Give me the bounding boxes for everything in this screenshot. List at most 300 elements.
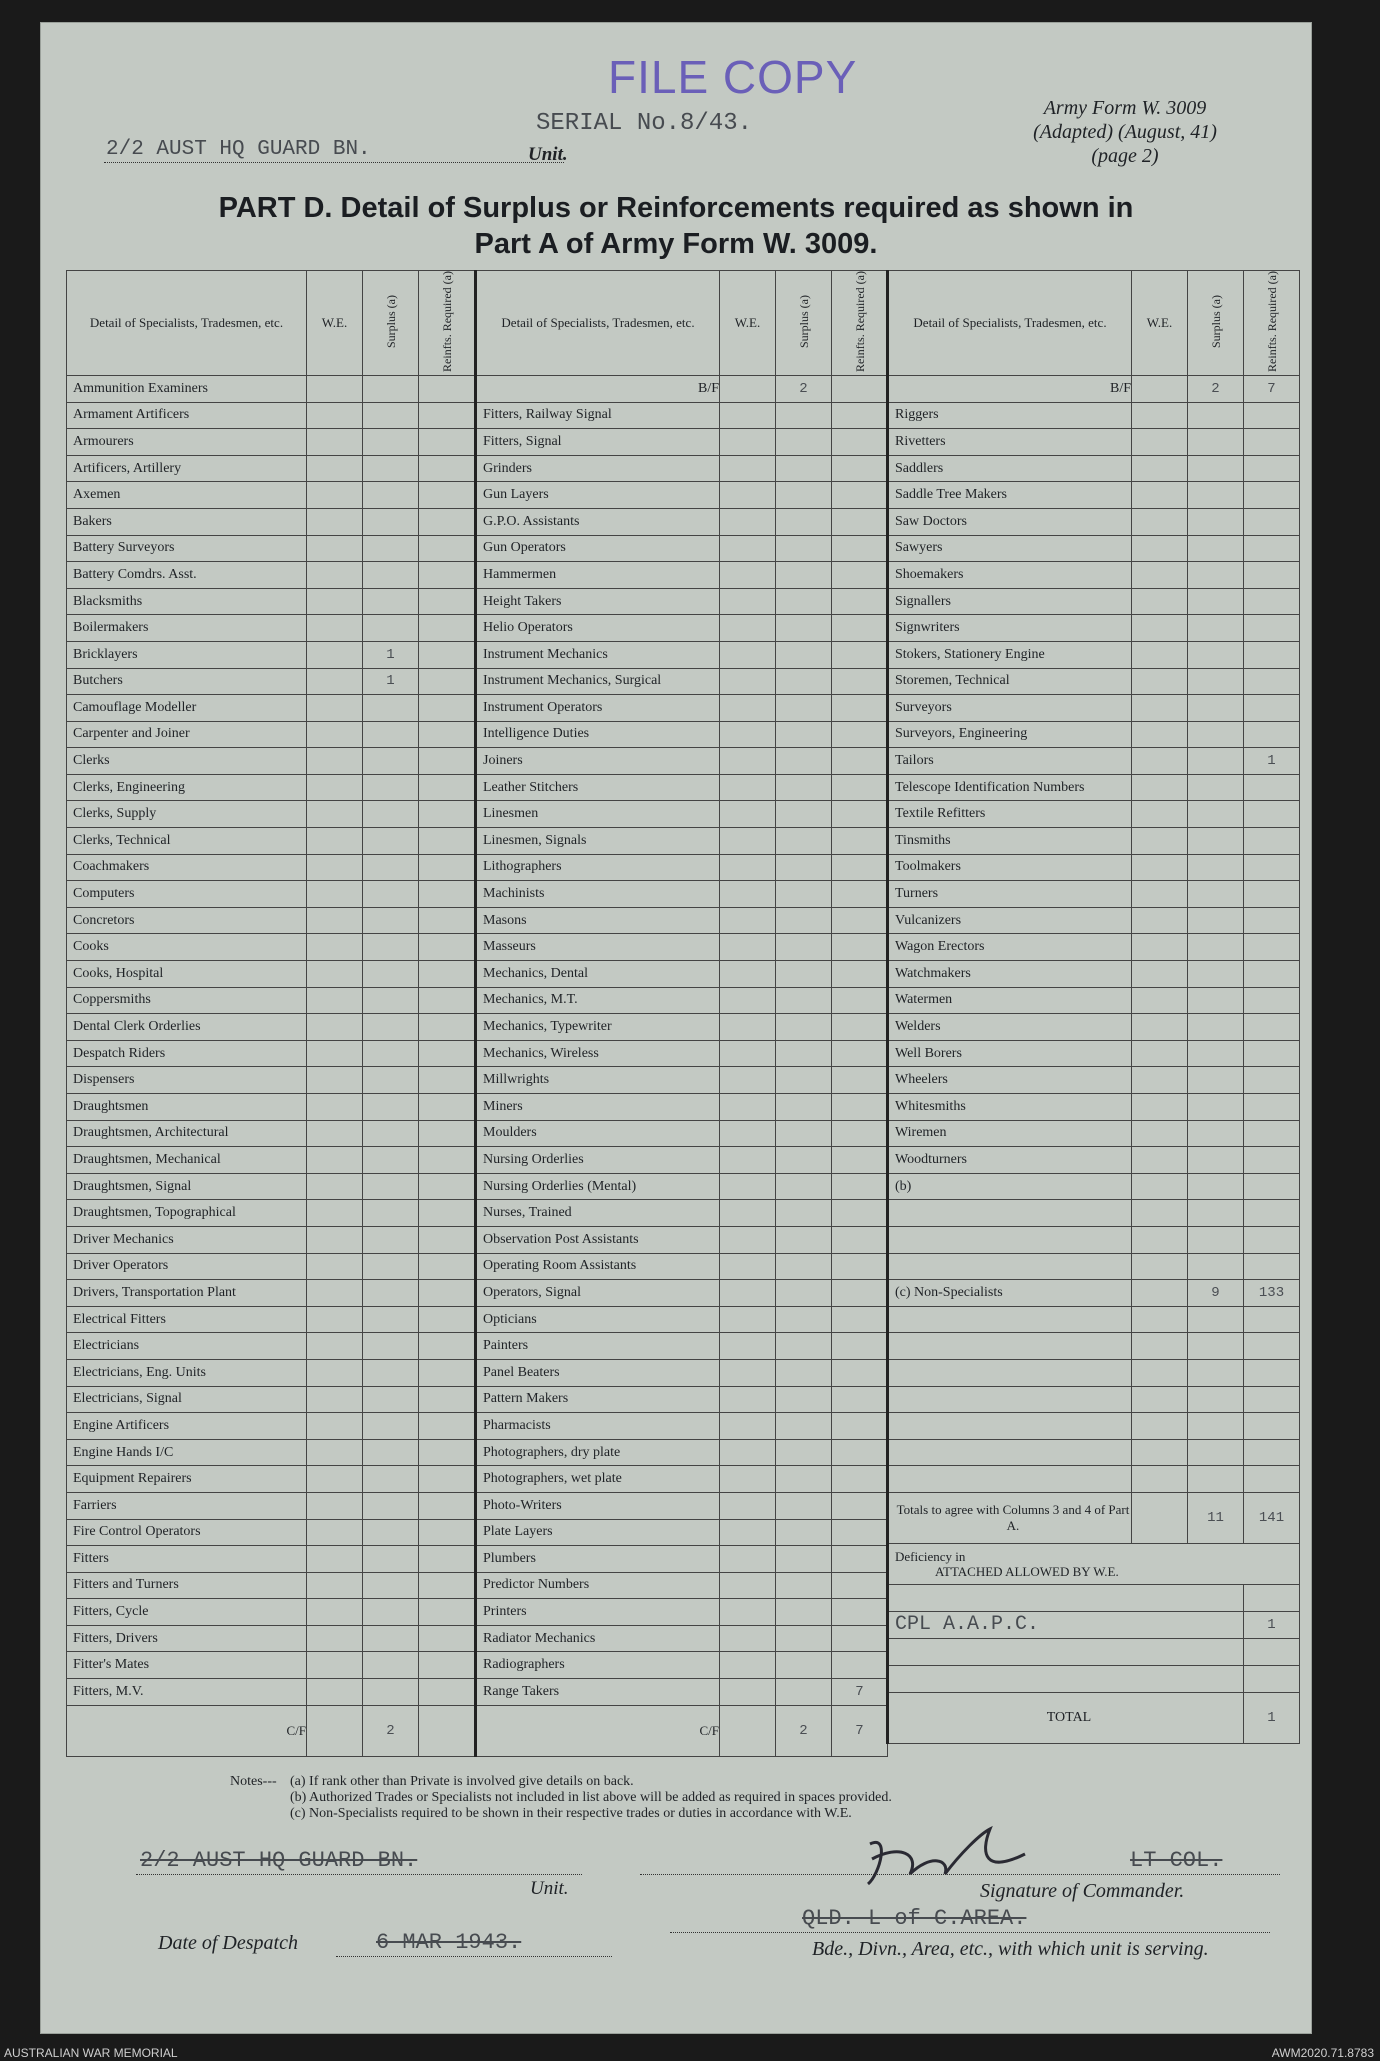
row-reinfts [419, 535, 475, 562]
table-row [476, 535, 888, 562]
row-surplus [776, 961, 832, 988]
row-label: Dental Clerk Orderlies [67, 1014, 307, 1041]
row-surplus [363, 1253, 419, 1280]
table-row [67, 1492, 475, 1519]
table-row [67, 774, 475, 801]
row-surplus [776, 562, 832, 589]
table-row [888, 695, 1300, 722]
row-label: Millwrights [476, 1067, 720, 1094]
row-label: Hammermen [476, 562, 720, 589]
row-reinfts [419, 1599, 475, 1626]
row-reinfts [832, 482, 888, 509]
row-surplus [776, 1147, 832, 1174]
row-label: Linesmen [476, 801, 720, 828]
table-row [67, 402, 475, 429]
row-surplus [776, 695, 832, 722]
row-reinfts [1244, 615, 1300, 642]
table-row [476, 721, 888, 748]
row-we [1132, 961, 1188, 988]
row-label: Draughtsmen [67, 1094, 307, 1121]
footer-unit-typed: 2/2 AUST HQ GUARD BN. [140, 1848, 418, 1873]
row-reinfts [832, 1067, 888, 1094]
row-we [1132, 615, 1188, 642]
table-row [476, 801, 888, 828]
summary-label: C/F [476, 1705, 720, 1756]
row-we [720, 1439, 776, 1466]
row-reinfts [1244, 402, 1300, 429]
row-reinfts [419, 1359, 475, 1386]
row-label: G.P.O. Assistants [476, 508, 720, 535]
row-label [888, 1333, 1132, 1360]
row-we [1132, 721, 1188, 748]
header-detail: Detail of Specialists, Tradesmen, etc. [888, 271, 1132, 376]
header-unit-line [104, 162, 564, 163]
header-unit-label: Unit. [528, 144, 568, 165]
row-reinfts [832, 641, 888, 668]
row-surplus [776, 1439, 832, 1466]
row-label: Instrument Operators [476, 695, 720, 722]
note-a: (a) If rank other than Private is involved give details on back. [290, 1774, 634, 1789]
row-reinfts [419, 1546, 475, 1573]
row-surplus [776, 721, 832, 748]
table-row [67, 641, 475, 668]
archive-caption-left: AUSTRALIAN WAR MEMORIAL [4, 2046, 178, 2060]
row-we [307, 1200, 363, 1227]
row-we [1132, 1147, 1188, 1174]
table-row [67, 1439, 475, 1466]
table-row [888, 375, 1300, 402]
row-we [307, 1519, 363, 1546]
row-surplus [363, 1014, 419, 1041]
row-we [720, 1253, 776, 1280]
row-surplus [363, 748, 419, 775]
row-reinfts [1244, 1067, 1300, 1094]
row-label: Computers [67, 881, 307, 908]
header-we: W.E. [1132, 271, 1188, 376]
row-reinfts [832, 1492, 888, 1519]
row-label: Instrument Mechanics, Surgical [476, 668, 720, 695]
row-label: Artificers, Artillery [67, 455, 307, 482]
table-row [67, 535, 475, 562]
table-row [476, 1200, 888, 1227]
table-row [476, 429, 888, 456]
table-row [476, 987, 888, 1014]
row-reinfts [832, 1386, 888, 1413]
row-label: Armourers [67, 429, 307, 456]
table-row [888, 1147, 1300, 1174]
table-row [476, 1306, 888, 1333]
row-surplus [776, 828, 832, 855]
row-label [888, 1413, 1132, 1440]
table-row [888, 854, 1300, 881]
row-we [1132, 641, 1188, 668]
row-we [720, 1386, 776, 1413]
row-reinfts [419, 402, 475, 429]
row-we [720, 455, 776, 482]
table-row [476, 482, 888, 509]
row-surplus [1188, 881, 1244, 908]
row-surplus [776, 1200, 832, 1227]
table-row [476, 1413, 888, 1440]
row-surplus [776, 1040, 832, 1067]
row-reinfts [419, 748, 475, 775]
row-label: Masseurs [476, 934, 720, 961]
row-reinfts [419, 828, 475, 855]
despatch-label: Date of Despatch [158, 1932, 298, 1954]
row-surplus [776, 1120, 832, 1147]
table-row [888, 402, 1300, 429]
table-row [476, 907, 888, 934]
row-reinfts [1244, 987, 1300, 1014]
despatch-date: 6 MAR 1943. [376, 1930, 522, 1955]
table-row [476, 1067, 888, 1094]
row-label: Axemen [67, 482, 307, 509]
row-we [720, 934, 776, 961]
row-label: Despatch Riders [67, 1040, 307, 1067]
row-surplus [363, 1519, 419, 1546]
row-surplus [363, 934, 419, 961]
row-we [307, 588, 363, 615]
row-label: Electrical Fitters [67, 1306, 307, 1333]
row-reinfts [1244, 1413, 1300, 1440]
row-surplus [1188, 1120, 1244, 1147]
header-reinfts: Reinfts. Required (a) [419, 271, 475, 376]
header-row [476, 271, 888, 376]
row-label: Nursing Orderlies (Mental) [476, 1173, 720, 1200]
row-label: Opticians [476, 1306, 720, 1333]
table-row [67, 721, 475, 748]
row-reinfts [1244, 774, 1300, 801]
summary-surplus: 11 [1188, 1492, 1244, 1543]
row-reinfts [419, 1040, 475, 1067]
summary-surplus: 2 [363, 1705, 419, 1756]
row-surplus [776, 508, 832, 535]
row-label: Textile Refitters [888, 801, 1132, 828]
row-label: Fitter's Mates [67, 1652, 307, 1679]
row-reinfts [1244, 721, 1300, 748]
row-label: Operators, Signal [476, 1280, 720, 1307]
row-label: Watermen [888, 987, 1132, 1014]
row-surplus: 1 [363, 668, 419, 695]
row-surplus [363, 907, 419, 934]
row-label: Plate Layers [476, 1519, 720, 1546]
row-we [1132, 1386, 1188, 1413]
row-label: Fitters, Signal [476, 429, 720, 456]
total-label: TOTAL [888, 1692, 1244, 1743]
table-row [476, 854, 888, 881]
row-label: Nurses, Trained [476, 1200, 720, 1227]
row-label [888, 1200, 1132, 1227]
row-reinfts [832, 1413, 888, 1440]
notes-block: Notes--- (a) If rank other than Private is involved give details on back. (b) Authorized Trades or Specialists not included in list above will be added as required in spaces provided. (c) Non-Specialists required to be shown in their respective trades or duties in accordance with W.E. [230, 1774, 892, 1821]
footer-unit-label: Unit. [530, 1878, 569, 1899]
row-label: Stokers, Stationery Engine [888, 641, 1132, 668]
signature-rank: LT-COL. [1130, 1848, 1223, 1873]
table-row [888, 881, 1300, 908]
table-row [888, 668, 1300, 695]
row-surplus [1188, 907, 1244, 934]
row-we [307, 1572, 363, 1599]
row-we [720, 961, 776, 988]
row-label: Photo-Writers [476, 1492, 720, 1519]
row-surplus [1188, 934, 1244, 961]
row-we [307, 748, 363, 775]
row-label [888, 1466, 1132, 1493]
row-surplus [776, 1652, 832, 1679]
header-reinfts: Reinfts. Required (a) [832, 271, 888, 376]
row-we [307, 1333, 363, 1360]
row-reinfts [419, 695, 475, 722]
row-reinfts [832, 1519, 888, 1546]
row-reinfts [832, 828, 888, 855]
row-label: Fitters [67, 1546, 307, 1573]
row-reinfts [419, 615, 475, 642]
row-surplus [776, 535, 832, 562]
total-row [888, 1692, 1300, 1743]
row-we [307, 1253, 363, 1280]
row-surplus [1188, 1014, 1244, 1041]
row-reinfts [832, 1599, 888, 1626]
row-surplus [363, 774, 419, 801]
table-row [67, 1546, 475, 1573]
row-we [1132, 748, 1188, 775]
row-surplus [776, 588, 832, 615]
row-surplus [776, 934, 832, 961]
table-row [476, 1147, 888, 1174]
row-we [720, 1519, 776, 1546]
table-row [476, 562, 888, 589]
row-reinfts [1244, 695, 1300, 722]
row-reinfts [1244, 1094, 1300, 1121]
row-label: Fitters, Cycle [67, 1599, 307, 1626]
row-surplus [363, 615, 419, 642]
row-we [1132, 987, 1188, 1014]
table-col-1 [66, 270, 475, 1757]
row-reinfts [832, 881, 888, 908]
table-row [888, 1120, 1300, 1147]
row-label: Signallers [888, 588, 1132, 615]
row-label [888, 1253, 1132, 1280]
row-label: Nursing Orderlies [476, 1147, 720, 1174]
row-reinfts [419, 482, 475, 509]
form-ref-line-1: Army Form W. 3009 [1043, 97, 1207, 119]
row-reinfts [419, 375, 475, 402]
row-we [720, 535, 776, 562]
row-we [1132, 828, 1188, 855]
table-row [476, 1466, 888, 1493]
table-row [67, 1094, 475, 1121]
summary-reinfts: 141 [1244, 1492, 1300, 1543]
table-row [67, 1226, 475, 1253]
row-label: Fitters, M.V. [67, 1679, 307, 1706]
table-row [888, 748, 1300, 775]
row-we [307, 1599, 363, 1626]
row-we [720, 801, 776, 828]
row-surplus [363, 721, 419, 748]
row-reinfts [1244, 482, 1300, 509]
row-label: Vulcanizers [888, 907, 1132, 934]
row-reinfts [419, 1253, 475, 1280]
table-row [67, 1625, 475, 1652]
attached-row [888, 1638, 1300, 1665]
row-surplus [776, 1599, 832, 1626]
header-detail: Detail of Specialists, Tradesmen, etc. [476, 271, 720, 376]
table-row [888, 1359, 1300, 1386]
table-row [67, 1333, 475, 1360]
area-line [670, 1932, 1270, 1933]
row-surplus [776, 1546, 832, 1573]
row-surplus [363, 1386, 419, 1413]
row-we [1132, 1333, 1188, 1360]
row-reinfts [419, 1280, 475, 1307]
col-1-body [67, 375, 475, 1756]
attached-label: ATTACHED ALLOWED BY W.E. [935, 1563, 1119, 1579]
row-we [720, 1333, 776, 1360]
row-reinfts [832, 1625, 888, 1652]
table-row [67, 375, 475, 402]
table-row [888, 1333, 1300, 1360]
row-surplus [1188, 1173, 1244, 1200]
row-we [307, 695, 363, 722]
row-surplus [776, 881, 832, 908]
row-label: Carpenter and Joiner [67, 721, 307, 748]
row-surplus [1188, 801, 1244, 828]
row-we [307, 1466, 363, 1493]
row-label: Helio Operators [476, 615, 720, 642]
row-surplus [776, 1253, 832, 1280]
row-reinfts [832, 1253, 888, 1280]
deficiency-cell [888, 1543, 1300, 1584]
table-row [67, 1147, 475, 1174]
table-row [888, 508, 1300, 535]
table-row [67, 748, 475, 775]
row-reinfts [419, 1014, 475, 1041]
table-row [67, 1652, 475, 1679]
attached-row-label [888, 1665, 1244, 1692]
row-surplus [776, 748, 832, 775]
row-reinfts [1244, 1466, 1300, 1493]
title-line-2: Part A of Army Form W. 3009. [474, 228, 878, 260]
row-surplus [776, 1413, 832, 1440]
row-surplus [1188, 1359, 1244, 1386]
row-surplus [363, 1413, 419, 1440]
row-we [720, 508, 776, 535]
table-row [67, 907, 475, 934]
table-row [888, 1413, 1300, 1440]
row-surplus [1188, 1200, 1244, 1227]
table-row [888, 1253, 1300, 1280]
row-surplus [776, 455, 832, 482]
table-row [476, 1492, 888, 1519]
row-we [1132, 1413, 1188, 1440]
row-we [720, 828, 776, 855]
row-we [1132, 1040, 1188, 1067]
table-row [67, 1120, 475, 1147]
row-label: Saddlers [888, 455, 1132, 482]
row-surplus [1188, 1333, 1244, 1360]
row-label: Drivers, Transportation Plant [67, 1280, 307, 1307]
file-copy-stamp: FILE COPY [608, 51, 858, 103]
row-we [307, 1546, 363, 1573]
col-3-body [888, 375, 1300, 1743]
row-we [720, 641, 776, 668]
table-row [67, 961, 475, 988]
row-surplus [363, 1466, 419, 1493]
header-unit-typed: 2/2 AUST HQ GUARD BN. [106, 138, 371, 161]
row-label [888, 1306, 1132, 1333]
row-we [1132, 801, 1188, 828]
row-reinfts [419, 801, 475, 828]
row-reinfts [832, 402, 888, 429]
row-surplus [363, 375, 419, 402]
row-surplus: 2 [1188, 375, 1244, 402]
row-label: Linesmen, Signals [476, 828, 720, 855]
row-surplus [776, 907, 832, 934]
row-label: Operating Room Assistants [476, 1253, 720, 1280]
row-we [720, 1120, 776, 1147]
table-row [888, 641, 1300, 668]
row-surplus [363, 508, 419, 535]
table-row [67, 668, 475, 695]
row-we [307, 402, 363, 429]
row-reinfts [419, 854, 475, 881]
row-we [1132, 1439, 1188, 1466]
row-we [1132, 1014, 1188, 1041]
row-label: Whitesmiths [888, 1094, 1132, 1121]
row-label: Range Takers [476, 1679, 720, 1706]
row-we [720, 1599, 776, 1626]
row-label: Toolmakers [888, 854, 1132, 881]
row-surplus [1188, 641, 1244, 668]
row-reinfts [832, 535, 888, 562]
signature-label: Signature of Commander. [980, 1880, 1185, 1902]
row-we [307, 987, 363, 1014]
header-surplus: Surplus (a) [776, 271, 832, 376]
row-surplus [363, 695, 419, 722]
row-we [307, 774, 363, 801]
form-ref-line-3: (page 2) [1091, 145, 1159, 167]
row-label: Battery Surveyors [67, 535, 307, 562]
row-label [888, 1226, 1132, 1253]
row-label: Gun Layers [476, 482, 720, 509]
table-row [888, 828, 1300, 855]
row-reinfts [1244, 1200, 1300, 1227]
row-we [720, 1652, 776, 1679]
row-reinfts [419, 1572, 475, 1599]
row-we [307, 1679, 363, 1706]
row-label: Electricians [67, 1333, 307, 1360]
row-reinfts [419, 1413, 475, 1440]
row-label: Electricians, Eng. Units [67, 1359, 307, 1386]
row-surplus [1188, 1040, 1244, 1067]
table-row [67, 482, 475, 509]
form-sheet [40, 22, 1312, 2034]
table-row [67, 1599, 475, 1626]
row-surplus [776, 1333, 832, 1360]
row-surplus [776, 1466, 832, 1493]
row-label: Wagon Erectors [888, 934, 1132, 961]
row-reinfts [832, 1280, 888, 1307]
summary-we [307, 1705, 363, 1756]
attached-row-label: CPL A.A.P.C. [888, 1611, 1244, 1638]
row-we [307, 721, 363, 748]
header-reinfts: Reinfts. Required (a) [1244, 271, 1300, 376]
row-label: Predictor Numbers [476, 1572, 720, 1599]
row-reinfts [419, 961, 475, 988]
row-reinfts [1244, 1040, 1300, 1067]
table-row [888, 1067, 1300, 1094]
row-label: Joiners [476, 748, 720, 775]
